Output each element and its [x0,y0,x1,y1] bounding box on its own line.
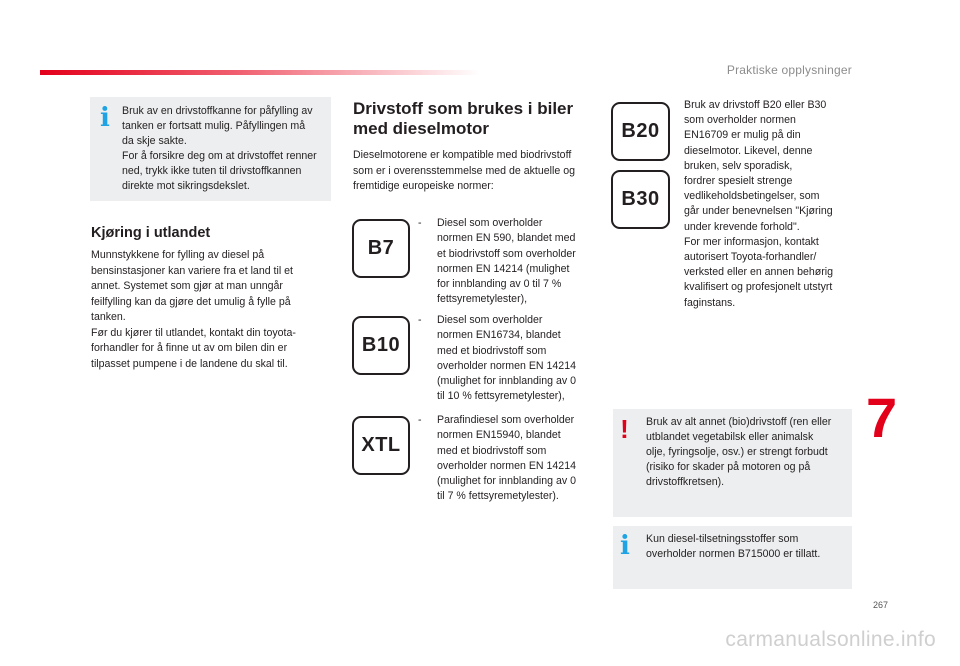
watermark-text: carmanualsonline.info [725,628,936,651]
fuel-label-b10: B10 [352,316,410,375]
b20-b30-paragraph: Bruk av drivstoff B20 eller B30 som overholder normen EN16709 er mulig på din dieselmotor. Likevel, denne bruken, selv sporadisk, fordrer spesielt strenge vedlikeholdsbetingelser, som går under benevnelsen "Kjøring under krevende forhold". For mer informasjon, kontakt autorisert Toyota-forhandler/ verksted eller en annen behørig kvalifisert og profesjonelt utstyrt faginstans. [684,99,833,309]
list-dash: - [418,414,422,426]
info-box-fuel-can [90,97,331,201]
fuel-label-b30: B30 [611,170,670,229]
info-icon: i [620,531,630,561]
info-icon: i [100,103,110,133]
warning-box-biofuel [613,409,852,517]
page-number: 267 [872,600,888,610]
page-section-title: Praktiske opplysninger [726,63,852,77]
fuel-item-b7-text: Diesel som overholder normen EN 590, blandet med et biodrivstoff som overholder normen EN 14214 (mulighet for innblanding av 0 til 7 % fettsyremetylester), [437,217,576,306]
fuel-label-xtl: XTL [352,416,410,475]
fuel-label-b7: B7 [352,219,410,278]
diesel-fuel-heading: Drivstoff som brukes i biler med dieselmotor [353,99,574,138]
list-dash: - [418,314,422,326]
info-box-additives-text: Kun diesel-tilsetningsstoffer som overholder normen B715000 er tillatt. [646,533,821,560]
list-dash: - [418,217,422,229]
diesel-intro-paragraph: Dieselmotorene er kompatible med biodrivstoff som er i overensstemmelse med de aktuelle og fremtidige europeiske normer: [353,149,575,192]
abroad-heading: Kjøring i utlandet [91,225,211,241]
warning-icon: ! [620,414,629,444]
abroad-paragraph: Munnstykkene for fylling av diesel på bensinstasjoner kan variere fra et land til et annet. Systemet som gjør at man unngår feilfylling kan da gjøre det umulig å fylle på tanken. Før du kjører til utlandet, kontakt din toyota- forhandler for å finne ut av om bilen din er tilpasset pumpene i de landene du skal til. [91,249,296,370]
info-box-text: Bruk av en drivstoffkanne for påfylling av tanken er fortsatt mulig. Påfyllingen må da skje sakte. For å forsikre deg om at drivstoffet renner ned, trykk ikke tuten til drivstoffkannen direkte mot sikringsdekslet. [122,105,317,192]
fuel-item-xtl-text: Parafindiesel som overholder normen EN15940, blandet med et biodrivstoff som overholder normen EN 14214 (mulighet for innblanding av 0 til 7 % fettsyremetylester). [437,414,576,503]
fuel-item-b10-text: Diesel som overholder normen EN16734, blandet med et biodrivstoff som overholder normen EN 14214 (mulighet for innblanding av 0 til 10 % fettsyremetylester), [437,314,576,403]
info-box-additives [613,526,852,589]
warning-box-text: Bruk av alt annet (bio)drivstoff (ren eller utblandet vegetabilsk eller animalsk olje, fyringsolje, osv.) er strengt forbudt (risiko for skader på motoren og på drivstoffkretsen). [646,416,832,488]
chapter-number: 7 [866,386,898,449]
header-accent-bar [40,70,480,75]
fuel-label-b20: B20 [611,102,670,161]
